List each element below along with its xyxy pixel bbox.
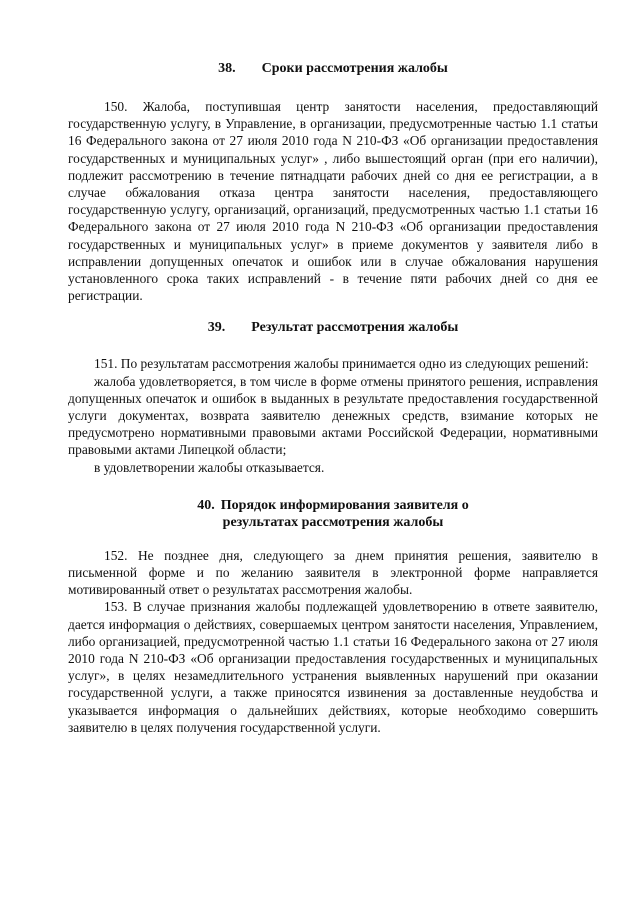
document-page xyxy=(68,60,598,736)
section-40-title-line1: Порядок информирования заявителя о xyxy=(220,497,469,513)
paragraph-152: 152. Не позднее дня, следующего за днем принятия решения, заявителю в письменной форме и по желанию заявителя в электронной форме направляется мотивированный ответ о результатах рассмотрения жалобы. xyxy=(68,547,598,598)
section-38-number: 38. xyxy=(218,61,236,76)
section-39-title: Результат рассмотрения жалобы xyxy=(251,320,459,336)
section-38-title: Сроки рассмотрения жалобы xyxy=(261,61,448,76)
section-39-heading xyxy=(68,319,598,336)
section-40-number: 40. xyxy=(197,497,215,513)
section-38-heading xyxy=(68,60,598,77)
decision-refused: в удовлетворении жалобы отказывается. xyxy=(94,459,325,475)
section-40-heading-line2 xyxy=(68,514,598,531)
paragraph-151: 151. По результатам рассмотрения жалобы принимается одно из следующих решений: xyxy=(94,356,589,372)
paragraph-153: 153. В случае признания жалобы подлежащей удовлетворению в ответе заявителю, дается информация о действиях, совершаемых центром занятости населения, Управлением, либо организацией, предусмотренной частью 1.1 статьи 16 Федерального закона от 27 июля 2010 года N 210-ФЗ «Об организации предоставления государственных и муниципальных услуг», в целях незамедлительного устранения выявленных нарушений при оказании государственной услуги, а также приносятся извинения за доставленные неудобства и указывается информация о дальнейших действиях, которые необходимо совершить заявителю в целях получения государственной услуги. xyxy=(68,599,598,735)
section-40-title-line2: результатах рассмотрения жалобы xyxy=(222,514,444,530)
decision-satisfied: жалоба удовлетворяется, в том числе в форме отмены принятого решения, исправления допущенных опечаток и ошибок в выданных в результате предоставления государственной услуги документах, возврата заявителю денежных средств, взимание которых не предусмотрено нормативными правовыми актами Российской Федерации, нормативными правовыми актами Липецкой области; xyxy=(68,373,598,458)
section-39-number: 39. xyxy=(207,320,226,336)
section-40-heading xyxy=(68,497,598,514)
paragraph-150: 150. Жалоба, поступившая центр занятости населения, предоставляющий государственную услугу, в Управление, в организации, предусмотренные частью 1.1 статьи 16 Федерального закона от 27 июля 2010 года N 210-ФЗ «Об организации предоставления государственных и муниципальных услуг» , либо вышестоящий орган (при его наличии), подлежит рассмотрению в течение пятнадцати рабочих дней со дня ее регистрации, а в случае обжалования отказа центра занятости населения, предоставляющего государственную услугу, организаций, организаций, предусмотренных частью 1.1 статьи 16 Федерального закона от 27 июля 2010 года N 210-ФЗ «Об организации предоставления государственных и муниципальных услуг» в приеме документов у заявителя либо в исправлении допущенных опечаток и ошибок или в случае обжалования нарушения установленного срока таких исправлений - в течение пяти рабочих дней со дня ее регистрации. xyxy=(68,99,598,304)
